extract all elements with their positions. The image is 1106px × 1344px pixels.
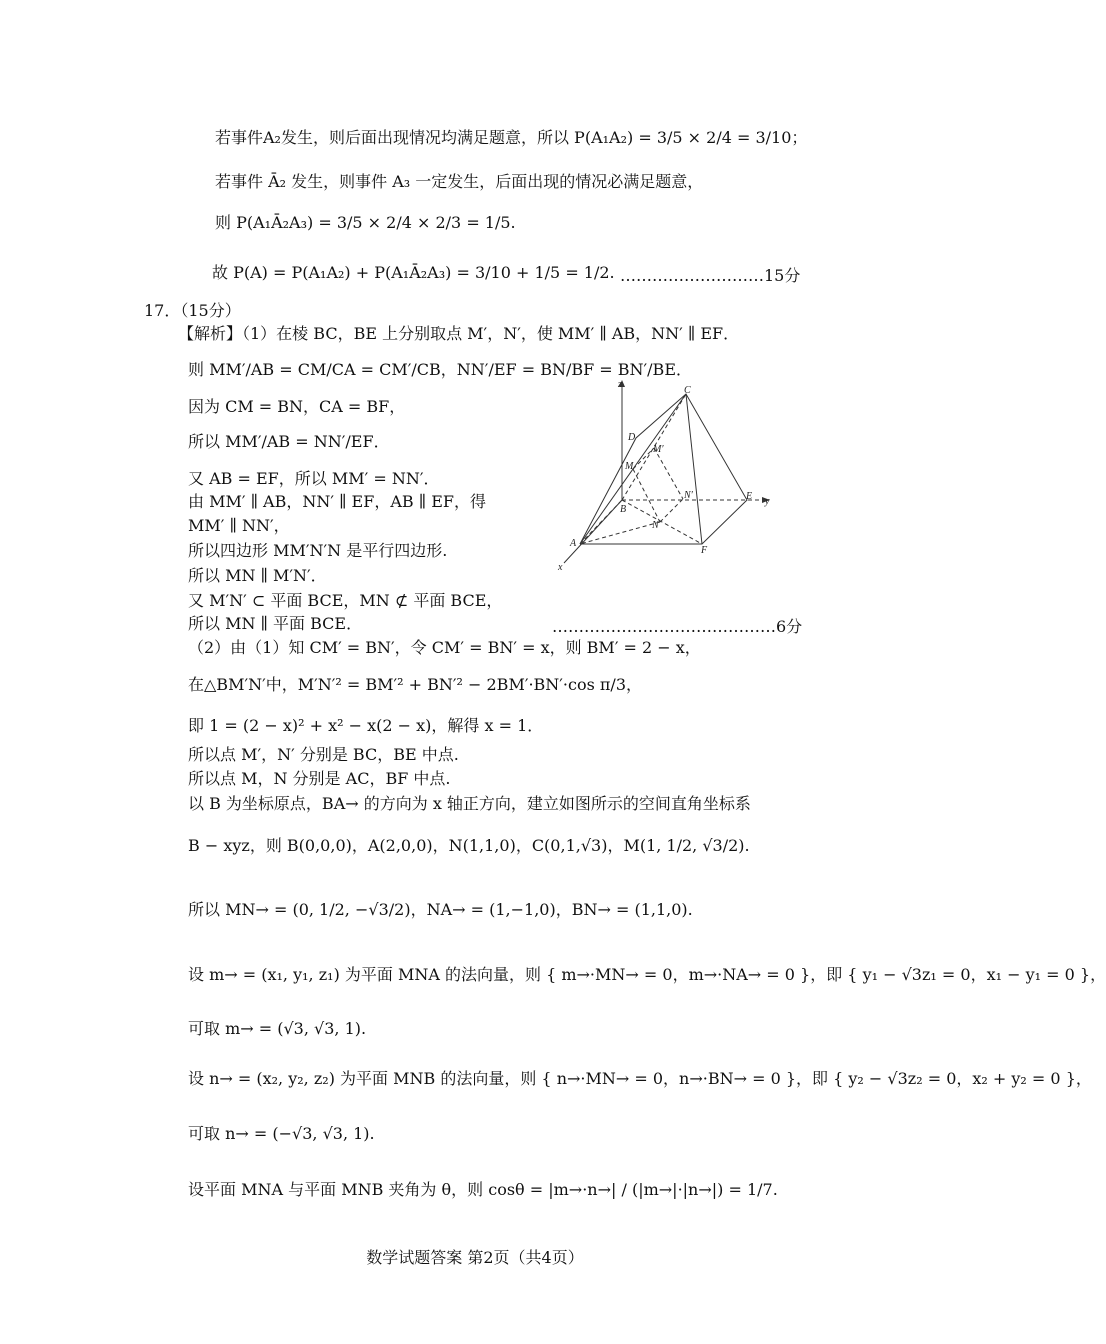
geometry-figure xyxy=(552,378,812,578)
edge-Mp-Np xyxy=(654,448,683,499)
text-line: 在△BM′N′中，M′N′² = BM′² + BN′² − 2BM′·BN′·cos π/3， xyxy=(188,675,642,694)
label-E: E xyxy=(746,491,753,502)
edge-C-F xyxy=(686,394,702,544)
text-line: 即 1 = (2 − x)² + x² − x(2 − x)，解得 x = 1． xyxy=(188,716,544,735)
edge-M-Mp xyxy=(633,448,654,469)
text-line: 设 n→ = (x₂, y₂, z₂) 为平面 MNB 的法向量，则 { n→·MN→ = 0，n→·BN→ = 0 }，即 { y₂ − √3z₂ = 0，x₂ + y₂ = 0 }， xyxy=(188,1069,1092,1088)
text-line: 所以点 M，N 分别是 AC，BF 中点. xyxy=(188,769,451,788)
text-line: 又 M′N′ ⊂ 平面 BCE，MN ⊄ 平面 BCE， xyxy=(188,591,503,610)
label-Np: N′ xyxy=(684,490,693,501)
text-line: 【解析】（1）在棱 BC，BE 上分别取点 M′，N′，使 MM′ ∥ AB，NN′ ∥ EF． xyxy=(178,324,740,343)
label-x: x xyxy=(558,562,563,573)
label-Mp: M′ xyxy=(653,444,664,455)
text-line: （2）由（1）知 CM′ = BN′，令 CM′ = BN′ = x，则 BM′ = 2 − x， xyxy=(188,638,701,657)
score-mark: ………………………15分 xyxy=(620,266,801,285)
label-D: D xyxy=(628,432,636,443)
x-axis xyxy=(564,500,622,563)
text-line: 所以 MN→ = (0, 1/2, −√3/2)，NA→ = (1,−1,0)，BN→ = (1,1,0). xyxy=(188,900,693,919)
text-line: 若事件 Ā₂ 发生，则事件 A₃ 一定发生，后面出现的情况必满足题意， xyxy=(215,172,704,191)
problem-heading: 17．（15分） xyxy=(144,301,241,320)
text-line: 所以 MN ∥ M′N′． xyxy=(188,566,327,585)
label-N: N xyxy=(652,520,659,531)
text-line: 可取 m→ = (√3, √3, 1). xyxy=(188,1019,367,1038)
text-line: 则 MM′/AB = CM/CA = CM′/CB，NN′/EF = BN/BF = BN′/BE． xyxy=(188,360,692,379)
text-line: 因为 CM = BN，CA = BF， xyxy=(188,397,406,416)
edge-B-F xyxy=(622,500,702,544)
text-line: 所以 MM′/AB = NN′/EF． xyxy=(188,432,390,451)
text-line: 设 m→ = (x₁, y₁, z₁) 为平面 MNA 的法向量，则 { m→·MN→ = 0，m→·NA→ = 0 }，即 { y₁ − √3z₁ = 0，x₁ − y₁ = 0 }， xyxy=(188,965,1106,984)
text-line: 又 AB = EF，所以 MM′ = NN′． xyxy=(188,469,440,488)
label-z: z xyxy=(618,379,622,390)
text-line: 由 MM′ ∥ AB，NN′ ∥ EF，AB ∥ EF，得 xyxy=(188,492,486,511)
label-B: B xyxy=(620,504,627,515)
text-line: 所以点 M′，N′ 分别是 BC，BE 中点. xyxy=(188,745,459,764)
label-C: C xyxy=(684,385,691,396)
text-line: 故 P(A) = P(A₁A₂) + P(A₁Ā₂A₃) = 3/10 + 1/5 = 1/2. xyxy=(212,263,615,282)
edge-A-B xyxy=(580,500,622,544)
text-line: 则 P(A₁Ā₂A₃) = 3/5 × 2/4 × 2/3 = 1/5. xyxy=(215,213,516,232)
edge-N-Np xyxy=(660,499,683,522)
label-y: y xyxy=(765,496,770,507)
label-M: M xyxy=(625,461,634,472)
page-footer: 数学试题答案 第2页（共4页） xyxy=(366,1248,584,1267)
label-A: A xyxy=(570,538,577,549)
text-line: 所以 MN ∥ 平面 BCE． xyxy=(188,614,363,633)
text-line: 若事件A₂发生，则后面出现情况均满足题意，所以 P(A₁A₂) = 3/5 × 2/4 = 3/10； xyxy=(215,128,808,147)
edge-M-N xyxy=(633,469,660,522)
text-line: 所以四边形 MM′N′N 是平行四边形. xyxy=(188,541,448,560)
text-line: 以 B 为坐标原点，BA→ 的方向为 x 轴正方向，建立如图所示的空间直角坐标系 xyxy=(188,794,751,813)
edge-A-D-C-E-F-A xyxy=(580,394,747,544)
text-line: 设平面 MNA 与平面 MNB 夹角为 θ，则 cosθ = |m→·n→| / (|m→|·|n→|) = 1/7. xyxy=(188,1180,778,1199)
text-line: MM′ ∥ NN′， xyxy=(188,516,290,535)
score-mark: ……………………………………6分 xyxy=(552,617,803,636)
text-line: 可取 n→ = (−√3, √3, 1). xyxy=(188,1124,375,1143)
label-F: F xyxy=(701,545,708,556)
text-line: B − xyz，则 B(0,0,0)，A(2,0,0)，N(1,1,0)，C(0,1,√3)，M(1, 1/2, √3/2). xyxy=(188,836,750,855)
